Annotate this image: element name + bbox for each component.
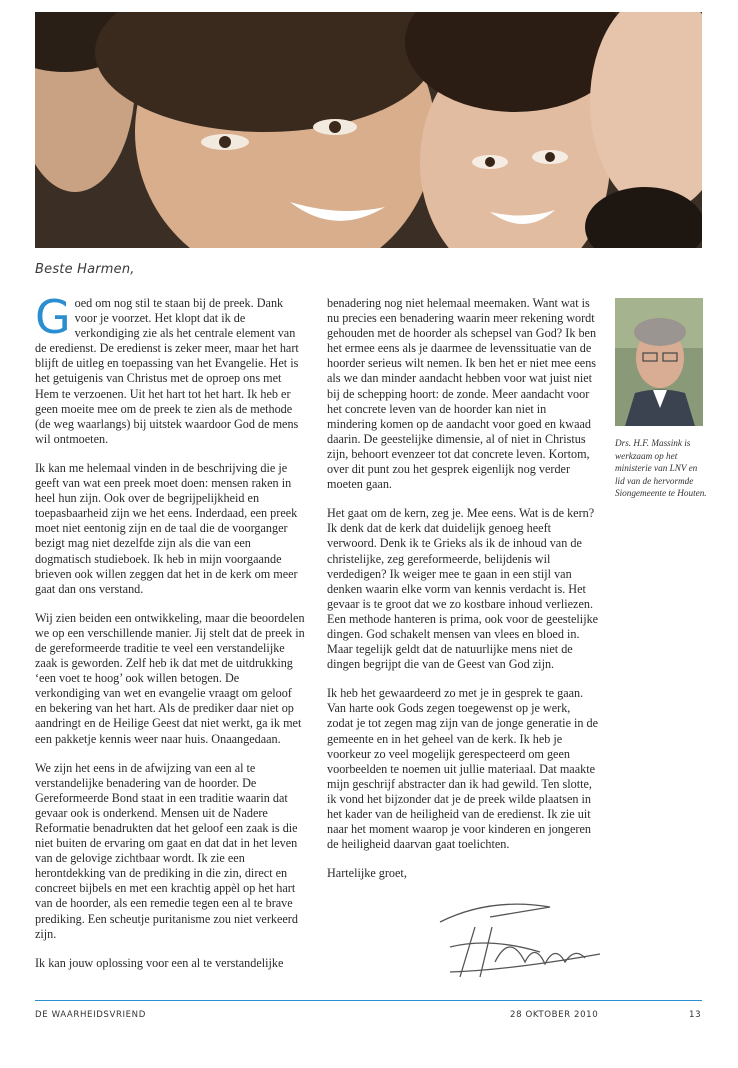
paragraph: Ik kan me helemaal vinden in de beschrijving die je geeft van wat een preek moet doen: mensen raken in heel hun zijn. Ook over de begrijpelijkheid en toepasbaarheid zijn we het eens. Inderdaad, een preek moet niet eentonig zijn en de taal die de voorganger bezigt mag niet dezelfde zijn als die van een dogmatisch studieboek. Ik heb in mijn voorgaande brieven ook willen zeggen dat het in de kerk om meer gaat dan ons verstand. — [35, 460, 298, 596]
drop-cap: G — [35, 290, 71, 344]
paragraph: benadering nog niet helemaal meemaken. Want wat is nu precies een benadering waarin meer rekening wordt gehouden met de hoorder als schepsel van God? Ik ben het ermee eens als je daarmee de levenssituatie van de hoorder serieus wilt nemen. Ik ben het er niet mee eens als we dan minder aandacht hebben voor wat juist niet bij de schepping hoort: de zonde. Meer aandacht voor het concrete leven van de hoorder kan niet in mindering komen op de aandacht voor goed en kwaad daarin. De geestelijke dimensie, al of niet in Christus zijn, behoort evenzeer tot dat concrete leven. Kortom, over dit punt zou het gesprek eigenlijk nog verder moeten gaan. — [327, 296, 597, 492]
letter-greeting: Beste Harmen, — [35, 262, 135, 277]
paragraph: We zijn het eens in de afwijzing van een al te verstandelijke benadering van de hoorder. De Gereformeerde Bond staat in een traditie waarin dat gevaar ook is onderkend. Mensen uit de Nadere Reformatie benadrukten dat het geloof een zaak is die niet buiten de ervaring om gaat en dat dat in het leven van de gelovige zichtbaar wordt. Ik zie een herontdekking van de prediking in die zin, direct en concreet bijbels en met een krachtig appèl op het hart van de hoorder, als een remedie tegen een al te brave prediking. Een scheutje puritanisme zou niet verkeerd zijn. — [35, 760, 298, 941]
paragraph-text: oed om nog stil te staan bij de preek. Dank voor je voorzet. Het klopt dat ik de verkondiging zie als het centrale element van de eredienst. De eredienst is zeker meer, maar het hart blijft de uitleg en toepassing van het Evangelie. Het is het getuigenis van Christus met de oproep ons met Hem te verzoenen. Uit het hart tot het hart. Ik heb er geen moeite mee om de preek te zien als de methode (de weg waarlangs) bij uitstek waardoor God de mens wil ontmoeten. — [35, 296, 299, 446]
author-caption: Drs. H.F. Massink is werkzaam op het ministerie van LNV en lid van de hervormde Siongemeente te Houten. — [615, 438, 707, 499]
column-left — [35, 290, 305, 985]
footer-publication: DE WAARHEIDSVRIEND — [35, 1010, 146, 1020]
paragraph: Wij zien beiden een ontwikkeling, maar die beoordelen we op een verschillende manier. Jij stelt dat de preek in de gereformeerde traditie te veel een verstandelijke zaak is geworden. Zelf heb ik dat met de uitdrukking ‘een voet te hoog’ ook willen betogen. De verkondiging van wet en evangelie vraagt om geloof en bekering van het hart. Als de prediker daar niet op aandringt en de Heilige Geest dat niet werkt, ga ik met een pakketje kennis weer naar huis. Onaangedaan. — [35, 610, 305, 746]
paragraph: Ik heb het gewaardeerd zo met je in gesprek te gaan. Van harte ook Gods zegen toegewenst op je werk, zodat je tot zegen mag zijn van de jonge generatie in de gemeente en in het geheel van de kerk. Ik heb je voorkeur zo veel mogelijk gerespecteerd om geen voorbeelden te noemen uit jullie materiaal. Dat maakte mijn geschrijf abstracter dan ik had gewild. Ten slotte, ik vond het bijzonder dat je de preek wilde plaatsen in het kader van de heiligheid van de eredienst. Ik zie uit naar het moment waarop je voor kinderen en jongeren de heiligheid daarvan gaat toelichten. — [327, 686, 599, 852]
handwritten-signature — [430, 892, 610, 982]
paragraph: Ik kan jouw oplossing voor een al te verstandelijke — [35, 955, 284, 970]
footer-date: 28 OKTOBER 2010 — [510, 1010, 599, 1020]
paragraph: Het gaat om de kern, zeg je. Mee eens. Wat is de kern? Ik denk dat de kerk dat duidelijk genoeg heeft verwoord. Denk ik te Grieks als ik de inhoud van de christelijke, zeg gereformeerde, belijdenis wil verdedigen? Ik weiger mee te gaan in een stijl van denken waarin elke vorm van kennis verdacht is. Het gevaar is te groot dat we zo kostbare inhoud verliezen. Een methode hanteren is prima, ook voor de geestelijke dingen. God schakelt mensen van vlees en bloed in. Maar tegelijk geldt dat de natuurlijke mens niet de dingen begrijpt die van de Geest van God zijn. — [327, 506, 599, 672]
page-number: 13 — [689, 1010, 702, 1020]
column-middle — [327, 296, 599, 895]
signature — [430, 892, 610, 982]
footer-rule — [35, 1000, 702, 1001]
author-portrait-illustration — [615, 298, 703, 426]
paragraph — [35, 290, 305, 447]
group-photo-illustration — [35, 12, 702, 248]
author-portrait — [615, 298, 703, 426]
letter-closing: Hartelijke groet, — [327, 866, 407, 881]
hero-photo — [35, 12, 702, 248]
